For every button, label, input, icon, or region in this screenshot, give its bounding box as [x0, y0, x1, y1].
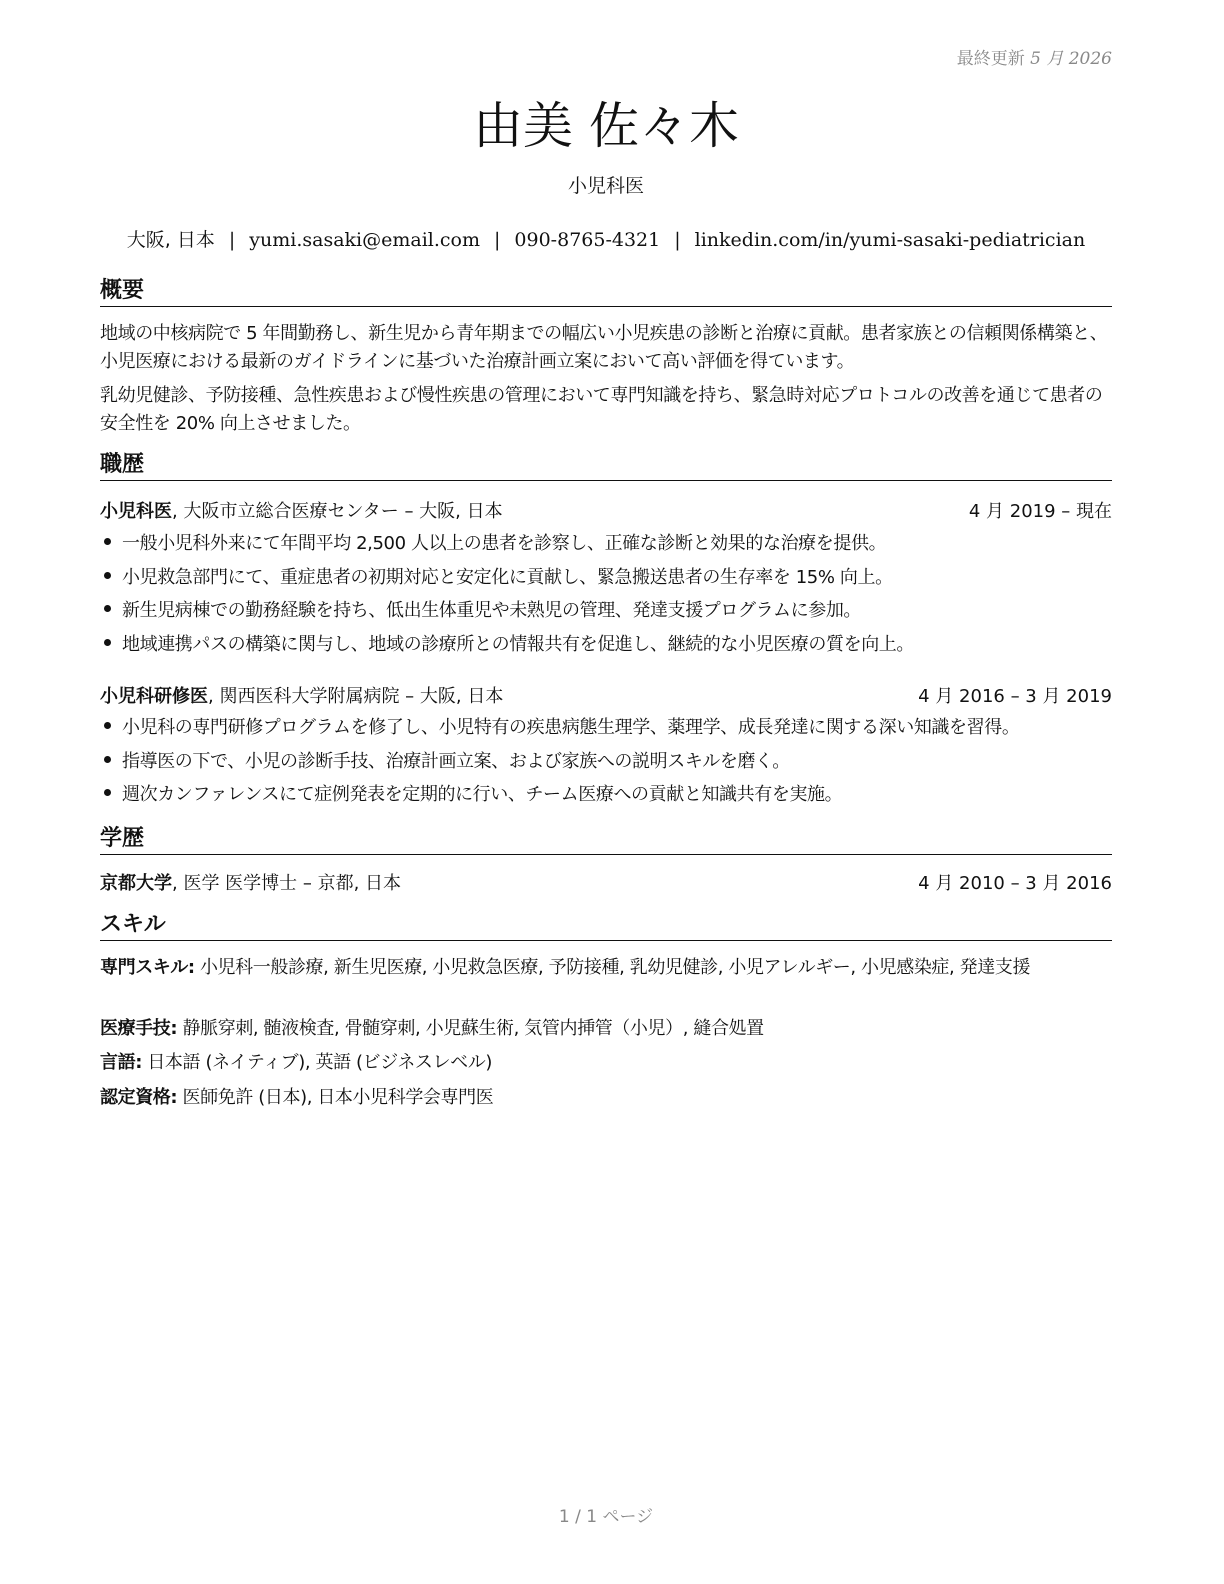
- job-bullet: 週次カンファレンスにて症例発表を定期的に行い、チーム医療への貢献と知識共有を実施。: [100, 780, 1112, 806]
- job-header: [100, 497, 1112, 523]
- job-bullet: 小児救急部門にて、重症患者の初期対応と安定化に貢献し、緊急搬送患者の生存率を 15% 向上。: [100, 563, 1112, 589]
- skill-row: [100, 1084, 1112, 1112]
- job-bullet: 地域連携パスの構築に関与し、地域の診療所との情報共有を促進し、継続的な小児医療の質を向上。: [100, 630, 1112, 656]
- education-detail: , 医学 医学博士 – 京都, 日本: [172, 873, 402, 894]
- contact-email[interactable]: yumi.sasaki@email.com: [249, 229, 481, 251]
- contact-separator: |: [494, 229, 501, 251]
- section-heading-education: 学歴: [100, 825, 1112, 855]
- last-updated-prefix: 最終更新: [956, 49, 1025, 69]
- resume-page: [100, 0, 1112, 1584]
- skill-value: 医師免許 (日本), 日本小児科学会専門医: [177, 1087, 494, 1108]
- contact-location: 大阪, 日本: [126, 229, 215, 251]
- page-number: 1 / 1 ページ: [558, 1507, 654, 1527]
- skill-label: 言語:: [100, 1052, 142, 1073]
- summary-paragraph: 地域の中核病院で 5 年間勤務し、新生児から青年期までの幅広い小児疾患の診断と治療に貢献。患者家族との信頼関係構築と、小児医療における最新のガイドラインに基づいた治療計画立案において高い評価を得ています。: [100, 323, 1108, 372]
- job-role: 小児科医: [100, 501, 172, 522]
- job-dates: 4 月 2016 – 3 月 2019: [918, 686, 1112, 707]
- job-bullet: 一般小児科外来にて年間平均 2,500 人以上の患者を診察し、正確な診断と効果的な治療を提供。: [100, 529, 1112, 555]
- last-updated-date: 5 月 2026: [1030, 49, 1112, 69]
- job-header: [100, 682, 1112, 708]
- job-bullet: 小児科の専門研修プログラムを修了し、小児特有の疾患病態生理学、薬理学、成長発達に関する深い知識を習得。: [100, 713, 1112, 739]
- job-org: , 関西医科大学附属病院 – 大阪, 日本: [208, 686, 504, 707]
- skill-row: [100, 1015, 1112, 1043]
- education-school: 京都大学: [100, 873, 172, 894]
- job-title: 小児科医: [567, 175, 644, 197]
- skill-value: 小児科一般診療, 新生児医療, 小児救急医療, 予防接種, 乳幼児健診, 小児アレルギー, 小児感染症, 発達支援: [194, 957, 1031, 978]
- job-bullet: 新生児病棟での勤務経験を持ち、低出生体重児や未熟児の管理、発達支援プログラムに参加。: [100, 596, 1112, 622]
- job-role: 小児科研修医: [100, 686, 208, 707]
- contact-line: [100, 225, 1112, 252]
- section-heading-experience: 職歴: [100, 451, 1112, 481]
- contact-phone[interactable]: 090-8765-4321: [514, 229, 661, 251]
- contact-separator: |: [228, 229, 236, 251]
- summary-paragraph: 乳幼児健診、予防接種、急性疾患および慢性疾患の管理において専門知識を持ち、緊急時対応プロトコルの改善を通じて患者の安全性を 20% 向上させました。: [100, 385, 1103, 434]
- contact-separator: |: [674, 229, 681, 251]
- job-bullet: 指導医の下で、小児の診断手技、治療計画立案、および家族への説明スキルを磨く。: [100, 747, 1112, 773]
- skill-label: 医療手技:: [100, 1018, 178, 1039]
- section-heading-skills: スキル: [100, 911, 1112, 941]
- job-dates: 4 月 2019 – 現在: [968, 501, 1112, 522]
- job-org: , 大阪市立総合医療センター – 大阪, 日本: [172, 501, 503, 522]
- skill-row: [100, 1049, 1112, 1077]
- contact-linkedin[interactable]: linkedin.com/in/yumi-sasaki-pediatrician: [694, 229, 1086, 251]
- skill-label: 認定資格:: [100, 1087, 178, 1108]
- last-updated: [957, 44, 1112, 69]
- skill-value: 日本語 (ネイティブ), 英語 (ビジネスレベル): [142, 1052, 492, 1073]
- skill-label: 専門スキル:: [100, 957, 195, 978]
- skill-row: [100, 954, 1112, 982]
- person-name: 由美 佐々木: [473, 97, 739, 155]
- education-entry: [100, 869, 1112, 895]
- section-heading-summary: 概要: [100, 277, 1112, 307]
- skill-value: 静脈穿刺, 髄液検査, 骨髄穿刺, 小児蘇生術, 気管内挿管（小児）, 縫合処置: [177, 1018, 764, 1039]
- education-dates: 4 月 2010 – 3 月 2016: [918, 873, 1112, 894]
